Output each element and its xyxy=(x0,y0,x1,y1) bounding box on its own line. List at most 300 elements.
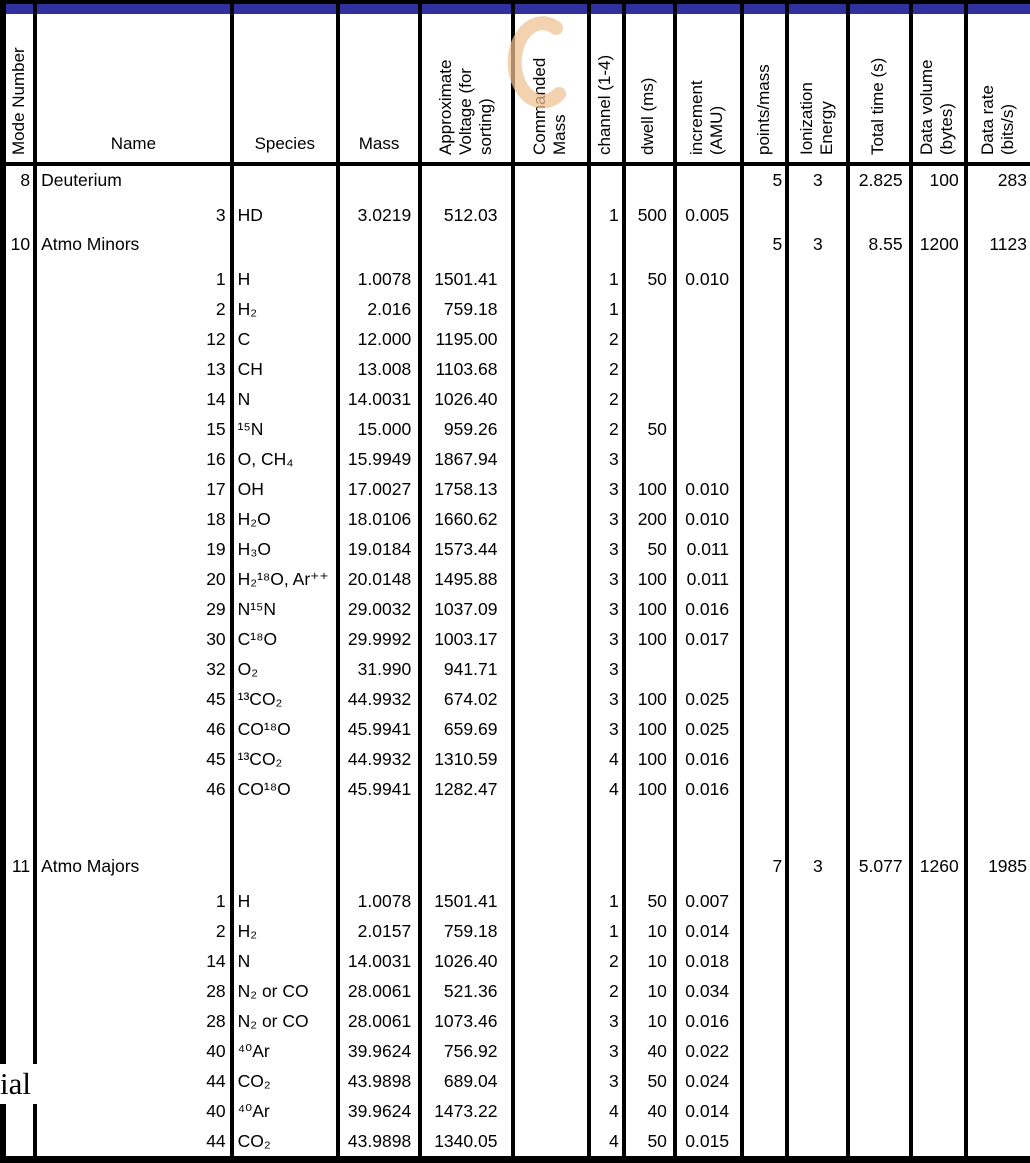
cell-mode-number xyxy=(3,684,35,714)
cell-total-time: 5.077 xyxy=(848,852,910,886)
species-row xyxy=(3,744,1030,774)
cell-empty xyxy=(232,804,338,852)
cell-channel: 1 xyxy=(589,264,624,294)
cell-total-time xyxy=(848,504,910,534)
cell-commanded-mass xyxy=(513,474,588,504)
cell-mass: 39.9624 xyxy=(338,1036,420,1066)
cell-data-rate xyxy=(966,594,1030,624)
cell-data-rate xyxy=(966,534,1030,564)
cell-points-per-mass xyxy=(742,564,787,594)
cell-voltage: 674.02 xyxy=(420,684,513,714)
cell-mass-number: 2 xyxy=(35,916,232,946)
cell-ionization-energy xyxy=(787,744,848,774)
cell-species: OH xyxy=(232,474,338,504)
cell-mass: 45.9941 xyxy=(338,714,420,744)
cell-mode-number xyxy=(3,916,35,946)
cell-data-volume xyxy=(911,976,966,1006)
cell-ionization-energy xyxy=(787,774,848,804)
cell-mode-name: Atmo Minors xyxy=(35,230,232,264)
cell-voltage: 1195.00 xyxy=(420,324,513,354)
cell-data-volume xyxy=(911,534,966,564)
cell-total-time xyxy=(848,474,910,504)
cell-mass-number: 15 xyxy=(35,414,232,444)
cell-data-rate xyxy=(966,916,1030,946)
cell-dwell xyxy=(624,164,675,200)
cell-mode-number xyxy=(3,504,35,534)
cell-mass-number: 30 xyxy=(35,624,232,654)
cell-mode-number xyxy=(3,264,35,294)
cell-voltage: 1026.40 xyxy=(420,384,513,414)
cell-mass: 19.0184 xyxy=(338,534,420,564)
cell-ionization-energy xyxy=(787,594,848,624)
cell-total-time xyxy=(848,1126,910,1160)
cell-voltage xyxy=(420,230,513,264)
cell-points-per-mass xyxy=(742,1036,787,1066)
cell-commanded-mass xyxy=(513,774,588,804)
cell-ionization-energy xyxy=(787,714,848,744)
cell-mode-name: Deuterium xyxy=(35,164,232,200)
column-header-label: Ionization Energy xyxy=(796,82,836,155)
cell-commanded-mass xyxy=(513,1036,588,1066)
species-row xyxy=(3,1006,1030,1036)
cell-increment: 0.016 xyxy=(675,1006,742,1036)
cell-ionization-energy xyxy=(787,654,848,684)
cell-channel: 2 xyxy=(589,976,624,1006)
cell-dwell: 50 xyxy=(624,414,675,444)
cell-mass-number: 32 xyxy=(35,654,232,684)
cell-dwell: 100 xyxy=(624,594,675,624)
cell-voltage: 1867.94 xyxy=(420,444,513,474)
cell-data-volume: 100 xyxy=(911,164,966,200)
cell-data-volume xyxy=(911,1036,966,1066)
cell-mass: 18.0106 xyxy=(338,504,420,534)
cell-channel: 2 xyxy=(589,946,624,976)
cell-data-rate xyxy=(966,564,1030,594)
cell-dwell xyxy=(624,654,675,684)
cell-dwell: 100 xyxy=(624,774,675,804)
cell-dwell: 100 xyxy=(624,474,675,504)
cell-mode-number xyxy=(3,1036,35,1066)
cell-commanded-mass xyxy=(513,594,588,624)
column-header-label: Approximate Voltage (for sorting) xyxy=(435,59,495,155)
cell-commanded-mass xyxy=(513,200,588,230)
column-header-voltage xyxy=(420,2,513,164)
cell-mode-number xyxy=(3,444,35,474)
cell-voltage: 1340.05 xyxy=(420,1126,513,1160)
cell-data-volume: 1260 xyxy=(911,852,966,886)
cell-increment xyxy=(675,384,742,414)
cell-commanded-mass xyxy=(513,684,588,714)
cell-ionization-energy xyxy=(787,1096,848,1126)
cell-species xyxy=(232,852,338,886)
cell-empty xyxy=(911,804,966,852)
cell-data-rate xyxy=(966,200,1030,230)
cell-total-time xyxy=(848,384,910,414)
cell-ionization-energy xyxy=(787,564,848,594)
cell-mass: 44.9932 xyxy=(338,744,420,774)
cell-species: O, CH₄ xyxy=(232,444,338,474)
cell-dwell: 200 xyxy=(624,504,675,534)
cell-commanded-mass xyxy=(513,916,588,946)
cell-ionization-energy xyxy=(787,916,848,946)
species-row xyxy=(3,504,1030,534)
species-row xyxy=(3,976,1030,1006)
cell-mass: 15.000 xyxy=(338,414,420,444)
cell-ionization-energy xyxy=(787,976,848,1006)
mode-row xyxy=(3,230,1030,264)
cell-species: N xyxy=(232,946,338,976)
cell-channel: 3 xyxy=(589,444,624,474)
cell-empty xyxy=(589,804,624,852)
cell-data-rate xyxy=(966,1006,1030,1036)
cell-voltage: 759.18 xyxy=(420,916,513,946)
cell-species xyxy=(232,164,338,200)
cell-ionization-energy xyxy=(787,414,848,444)
cell-points-per-mass xyxy=(742,946,787,976)
cell-commanded-mass xyxy=(513,654,588,684)
cell-total-time xyxy=(848,1006,910,1036)
cell-mode-number xyxy=(3,744,35,774)
cell-ionization-energy xyxy=(787,534,848,564)
cell-mass: 17.0027 xyxy=(338,474,420,504)
cell-channel: 3 xyxy=(589,654,624,684)
cell-species: C xyxy=(232,324,338,354)
column-header-channel xyxy=(589,2,624,164)
cell-ionization-energy xyxy=(787,354,848,384)
cell-increment: 0.018 xyxy=(675,946,742,976)
cell-mass: 12.000 xyxy=(338,324,420,354)
cell-commanded-mass xyxy=(513,414,588,444)
cell-ionization-energy xyxy=(787,444,848,474)
cell-points-per-mass xyxy=(742,654,787,684)
column-header-ionization-energy xyxy=(787,2,848,164)
cell-total-time xyxy=(848,624,910,654)
cell-mass-number: 40 xyxy=(35,1036,232,1066)
cell-ionization-energy xyxy=(787,624,848,654)
cell-mass: 3.0219 xyxy=(338,200,420,230)
species-row xyxy=(3,714,1030,744)
column-header-data-rate xyxy=(966,2,1030,164)
cell-channel: 1 xyxy=(589,886,624,916)
cell-ionization-energy xyxy=(787,886,848,916)
cell-voltage: 1501.41 xyxy=(420,264,513,294)
cell-mass: 20.0148 xyxy=(338,564,420,594)
cell-mode-number: 11 xyxy=(3,852,35,886)
cell-data-rate xyxy=(966,654,1030,684)
cell-species: HD xyxy=(232,200,338,230)
cell-empty xyxy=(513,804,588,852)
cell-data-volume xyxy=(911,384,966,414)
cell-data-rate xyxy=(966,744,1030,774)
cell-increment: 0.016 xyxy=(675,774,742,804)
cell-mass-number: 20 xyxy=(35,564,232,594)
cell-mode-number: 8 xyxy=(3,164,35,200)
column-header-label: points/mass xyxy=(753,64,773,155)
cell-ionization-energy xyxy=(787,1036,848,1066)
cell-channel xyxy=(589,164,624,200)
cell-dwell xyxy=(624,852,675,886)
cell-commanded-mass xyxy=(513,886,588,916)
cell-data-volume xyxy=(911,886,966,916)
cell-channel: 1 xyxy=(589,200,624,230)
species-row xyxy=(3,444,1030,474)
cell-data-volume xyxy=(911,564,966,594)
cell-data-volume xyxy=(911,946,966,976)
cell-total-time xyxy=(848,200,910,230)
cell-mode-number xyxy=(3,324,35,354)
cell-channel: 2 xyxy=(589,354,624,384)
cell-mass: 43.9898 xyxy=(338,1126,420,1160)
cell-mode-number xyxy=(3,294,35,324)
cell-commanded-mass xyxy=(513,976,588,1006)
cell-mass-number: 45 xyxy=(35,684,232,714)
cell-species: ¹³CO₂ xyxy=(232,744,338,774)
cell-commanded-mass xyxy=(513,1096,588,1126)
cell-mass-number: 28 xyxy=(35,976,232,1006)
cell-increment: 0.016 xyxy=(675,594,742,624)
cell-increment: 0.034 xyxy=(675,976,742,1006)
cell-increment xyxy=(675,852,742,886)
cell-mode-name: Atmo Majors xyxy=(35,852,232,886)
cell-points-per-mass xyxy=(742,444,787,474)
cell-commanded-mass xyxy=(513,164,588,200)
cell-total-time xyxy=(848,1036,910,1066)
cell-species: H₂ xyxy=(232,916,338,946)
cell-commanded-mass xyxy=(513,1066,588,1096)
cell-points-per-mass xyxy=(742,384,787,414)
cell-channel: 3 xyxy=(589,474,624,504)
cell-total-time: 8.55 xyxy=(848,230,910,264)
cell-voltage xyxy=(420,852,513,886)
cell-voltage: 1573.44 xyxy=(420,534,513,564)
cell-mass: 2.0157 xyxy=(338,916,420,946)
cell-dwell: 50 xyxy=(624,1066,675,1096)
cell-dwell: 50 xyxy=(624,534,675,564)
cell-channel: 4 xyxy=(589,774,624,804)
cell-commanded-mass xyxy=(513,946,588,976)
cell-dwell: 100 xyxy=(624,744,675,774)
cell-total-time xyxy=(848,294,910,324)
cell-mode-number xyxy=(3,564,35,594)
species-row xyxy=(3,1036,1030,1066)
cell-data-rate xyxy=(966,714,1030,744)
cell-mass: 31.990 xyxy=(338,654,420,684)
cell-dwell xyxy=(624,230,675,264)
cell-points-per-mass: 7 xyxy=(742,852,787,886)
cell-voltage: 1003.17 xyxy=(420,624,513,654)
cell-species: CO₂ xyxy=(232,1126,338,1160)
cell-mass-number: 19 xyxy=(35,534,232,564)
cell-data-volume xyxy=(911,444,966,474)
cell-ionization-energy xyxy=(787,384,848,414)
cell-ionization-energy xyxy=(787,946,848,976)
cell-total-time xyxy=(848,714,910,744)
cell-increment: 0.024 xyxy=(675,1066,742,1096)
cell-increment: 0.010 xyxy=(675,474,742,504)
cell-mass: 45.9941 xyxy=(338,774,420,804)
cell-increment: 0.025 xyxy=(675,684,742,714)
cell-mass-number: 46 xyxy=(35,774,232,804)
cell-total-time xyxy=(848,774,910,804)
cell-data-rate xyxy=(966,294,1030,324)
species-row xyxy=(3,916,1030,946)
cell-data-rate xyxy=(966,444,1030,474)
cell-channel: 3 xyxy=(589,1036,624,1066)
cell-points-per-mass xyxy=(742,976,787,1006)
cell-voltage: 512.03 xyxy=(420,200,513,230)
cell-data-rate xyxy=(966,1096,1030,1126)
cell-dwell: 100 xyxy=(624,714,675,744)
cell-ionization-energy xyxy=(787,1126,848,1160)
cell-data-volume xyxy=(911,324,966,354)
cell-data-rate xyxy=(966,1066,1030,1096)
cell-mode-number: 10 xyxy=(3,230,35,264)
cell-total-time xyxy=(848,354,910,384)
species-row xyxy=(3,1096,1030,1126)
cell-species: H₂O xyxy=(232,504,338,534)
cell-commanded-mass xyxy=(513,294,588,324)
cell-data-rate: 1123 xyxy=(966,230,1030,264)
cell-dwell: 100 xyxy=(624,684,675,714)
cell-data-rate xyxy=(966,354,1030,384)
species-row xyxy=(3,564,1030,594)
cell-total-time: 2.825 xyxy=(848,164,910,200)
cell-dwell: 50 xyxy=(624,264,675,294)
cell-dwell xyxy=(624,294,675,324)
cell-ionization-energy xyxy=(787,1006,848,1036)
mode-row xyxy=(3,852,1030,886)
cell-ionization-energy: 3 xyxy=(787,852,848,886)
cell-points-per-mass xyxy=(742,324,787,354)
cell-commanded-mass xyxy=(513,1006,588,1036)
cell-species: ¹⁵N xyxy=(232,414,338,444)
cell-points-per-mass xyxy=(742,1096,787,1126)
cell-species: ⁴⁰Ar xyxy=(232,1096,338,1126)
cell-species: N₂ or CO xyxy=(232,976,338,1006)
cell-ionization-energy xyxy=(787,474,848,504)
cell-empty xyxy=(787,804,848,852)
cell-data-rate xyxy=(966,624,1030,654)
table-header xyxy=(3,2,1030,164)
cell-data-rate xyxy=(966,324,1030,354)
cell-voltage: 1310.59 xyxy=(420,744,513,774)
cell-species: N xyxy=(232,384,338,414)
cell-increment: 0.016 xyxy=(675,744,742,774)
cell-mass-number: 1 xyxy=(35,886,232,916)
cell-points-per-mass xyxy=(742,1066,787,1096)
cell-commanded-mass xyxy=(513,444,588,474)
cell-points-per-mass xyxy=(742,744,787,774)
cell-voltage: 1495.88 xyxy=(420,564,513,594)
cell-species: N₂ or CO xyxy=(232,1006,338,1036)
cell-species: H xyxy=(232,264,338,294)
cell-total-time xyxy=(848,886,910,916)
cell-data-rate xyxy=(966,1126,1030,1160)
cell-channel: 4 xyxy=(589,1096,624,1126)
cell-points-per-mass xyxy=(742,534,787,564)
cell-mass-number: 14 xyxy=(35,384,232,414)
cell-mass-number: 44 xyxy=(35,1126,232,1160)
cell-voltage: 521.36 xyxy=(420,976,513,1006)
cell-data-rate xyxy=(966,1036,1030,1066)
cell-empty xyxy=(966,804,1030,852)
cell-increment: 0.011 xyxy=(675,534,742,564)
cell-mode-number xyxy=(3,714,35,744)
cell-empty xyxy=(624,804,675,852)
cell-increment: 0.010 xyxy=(675,504,742,534)
cell-data-volume xyxy=(911,200,966,230)
cell-ionization-energy xyxy=(787,324,848,354)
cell-increment: 0.007 xyxy=(675,886,742,916)
species-row xyxy=(3,684,1030,714)
cell-data-rate xyxy=(966,264,1030,294)
cell-ionization-energy xyxy=(787,200,848,230)
cell-data-rate xyxy=(966,976,1030,1006)
cell-points-per-mass: 5 xyxy=(742,230,787,264)
cell-data-volume xyxy=(911,916,966,946)
cell-mass xyxy=(338,230,420,264)
cell-data-rate xyxy=(966,504,1030,534)
column-header-dwell xyxy=(624,2,675,164)
cell-dwell: 40 xyxy=(624,1096,675,1126)
cell-total-time xyxy=(848,414,910,444)
cell-total-time xyxy=(848,1066,910,1096)
cell-data-rate xyxy=(966,414,1030,444)
cell-species: H₂ xyxy=(232,294,338,324)
cell-dwell: 50 xyxy=(624,886,675,916)
species-row xyxy=(3,324,1030,354)
cell-channel: 3 xyxy=(589,564,624,594)
species-row xyxy=(3,200,1030,230)
cell-dwell: 500 xyxy=(624,200,675,230)
header-row xyxy=(3,2,1030,164)
cell-increment xyxy=(675,324,742,354)
cell-mode-number xyxy=(3,534,35,564)
cell-mode-number xyxy=(3,654,35,684)
cell-voltage: 1473.22 xyxy=(420,1096,513,1126)
cell-points-per-mass xyxy=(742,1006,787,1036)
cell-channel: 3 xyxy=(589,504,624,534)
cell-channel: 3 xyxy=(589,1006,624,1036)
column-header-name: Name xyxy=(35,2,232,164)
species-row xyxy=(3,474,1030,504)
cell-species: ¹³CO₂ xyxy=(232,684,338,714)
cell-voltage: 1282.47 xyxy=(420,774,513,804)
species-row xyxy=(3,384,1030,414)
cell-total-time xyxy=(848,324,910,354)
cell-data-rate xyxy=(966,474,1030,504)
cell-mass-number: 13 xyxy=(35,354,232,384)
species-row xyxy=(3,534,1030,564)
cell-commanded-mass xyxy=(513,504,588,534)
cell-empty xyxy=(742,804,787,852)
cell-channel: 4 xyxy=(589,744,624,774)
cell-channel: 3 xyxy=(589,624,624,654)
cell-mass-number: 44 xyxy=(35,1066,232,1096)
column-header-label: increment (AMU) xyxy=(687,80,727,155)
cell-points-per-mass xyxy=(742,916,787,946)
cell-dwell xyxy=(624,384,675,414)
cell-mass: 29.9992 xyxy=(338,624,420,654)
column-header-label: Data rate (bits/s) xyxy=(977,85,1017,155)
cell-ionization-energy xyxy=(787,264,848,294)
cell-mode-number xyxy=(3,474,35,504)
cell-data-rate: 283 xyxy=(966,164,1030,200)
cell-total-time xyxy=(848,976,910,1006)
cell-data-volume xyxy=(911,654,966,684)
cell-commanded-mass xyxy=(513,264,588,294)
cell-mass: 43.9898 xyxy=(338,1066,420,1096)
